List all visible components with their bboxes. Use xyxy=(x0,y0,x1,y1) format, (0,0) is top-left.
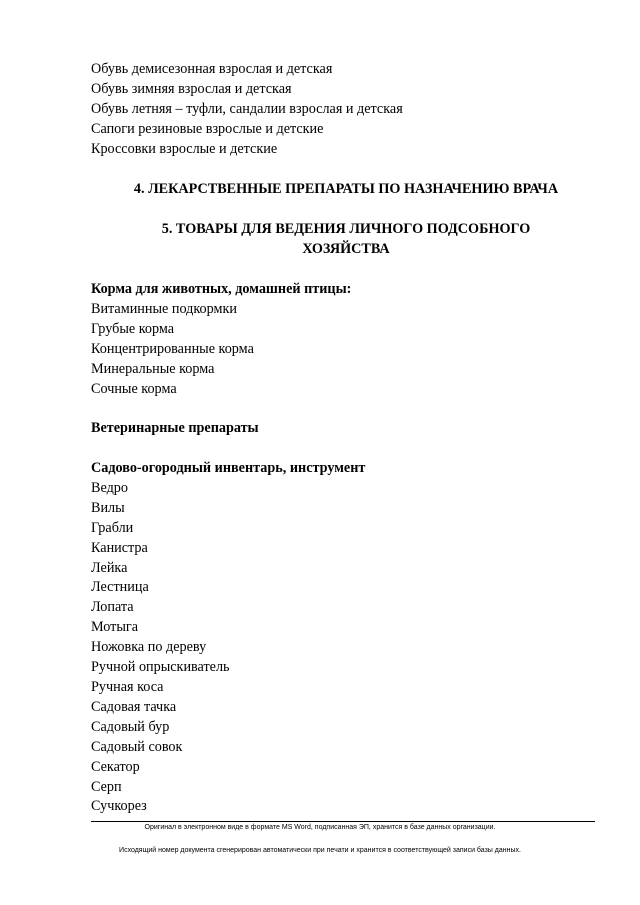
list-item: Канистра xyxy=(91,539,148,556)
list-item: Лопата xyxy=(91,599,134,616)
feed-title: Корма для животных, домашней птицы: xyxy=(91,281,352,297)
vet-title: Ветеринарные препараты xyxy=(91,420,259,436)
list-item: Минеральные корма xyxy=(91,360,215,377)
section-5-heading-line2: ХОЗЯЙСТВА xyxy=(302,241,390,257)
list-item: Мотыга xyxy=(91,619,139,636)
list-item: Садовый совок xyxy=(91,738,183,755)
list-item: Обувь зимняя взрослая и детская xyxy=(91,80,292,97)
list-item: Обувь демисезонная взрослая и детская xyxy=(91,61,333,77)
vet-section xyxy=(91,419,601,439)
footwear-list xyxy=(91,60,601,160)
garden-title: Садово-огородный инвентарь, инструмент xyxy=(91,460,366,476)
list-item: Обувь летняя – туфли, сандалии взрослая и детская xyxy=(91,100,403,117)
list-item: Витаминные подкормки xyxy=(91,300,237,317)
list-item: Лейка xyxy=(91,559,128,576)
list-item: Грубые корма xyxy=(91,320,175,337)
list-item: Сучкорез xyxy=(91,798,147,815)
list-item: Сапоги резиновые взрослые и детские xyxy=(91,120,324,137)
section-5-heading-line1: 5. ТОВАРЫ ДЛЯ ВЕДЕНИЯ ЛИЧНОГО ПОДСОБНОГО xyxy=(161,221,531,237)
list-item: Секатор xyxy=(91,758,140,775)
list-item: Грабли xyxy=(91,519,134,536)
list-item: Лестница xyxy=(91,579,149,596)
footer-line-2: Исходящий номер документа сгенерирован автоматически при печати и хранится в соответствующей записи базы данных. xyxy=(119,847,521,854)
list-item: Ножовка по дереву xyxy=(91,639,207,656)
list-item: Ручная коса xyxy=(91,678,164,695)
garden-section xyxy=(91,459,601,817)
list-item: Серп xyxy=(91,778,122,795)
list-item: Ручной опрыскиватель xyxy=(91,659,230,676)
footer-line-1: Оригинал в электронном виде в формате MS Word, подписанная ЭП, хранится в базе данных организации. xyxy=(144,824,496,831)
list-item: Сочные корма xyxy=(91,380,177,397)
section-4-heading: 4. ЛЕКАРСТВЕННЫЕ ПРЕПАРАТЫ ПО НАЗНАЧЕНИЮ ВРАЧА xyxy=(133,181,559,197)
feed-section xyxy=(91,280,601,399)
list-item: Кроссовки взрослые и детские xyxy=(91,140,278,157)
list-item: Садовая тачка xyxy=(91,698,177,715)
list-item: Ведро xyxy=(91,479,128,496)
list-item: Концентрированные корма xyxy=(91,340,254,357)
list-item: Вилы xyxy=(91,499,125,516)
footer-divider xyxy=(91,821,595,822)
list-item: Садовый бур xyxy=(91,718,170,735)
